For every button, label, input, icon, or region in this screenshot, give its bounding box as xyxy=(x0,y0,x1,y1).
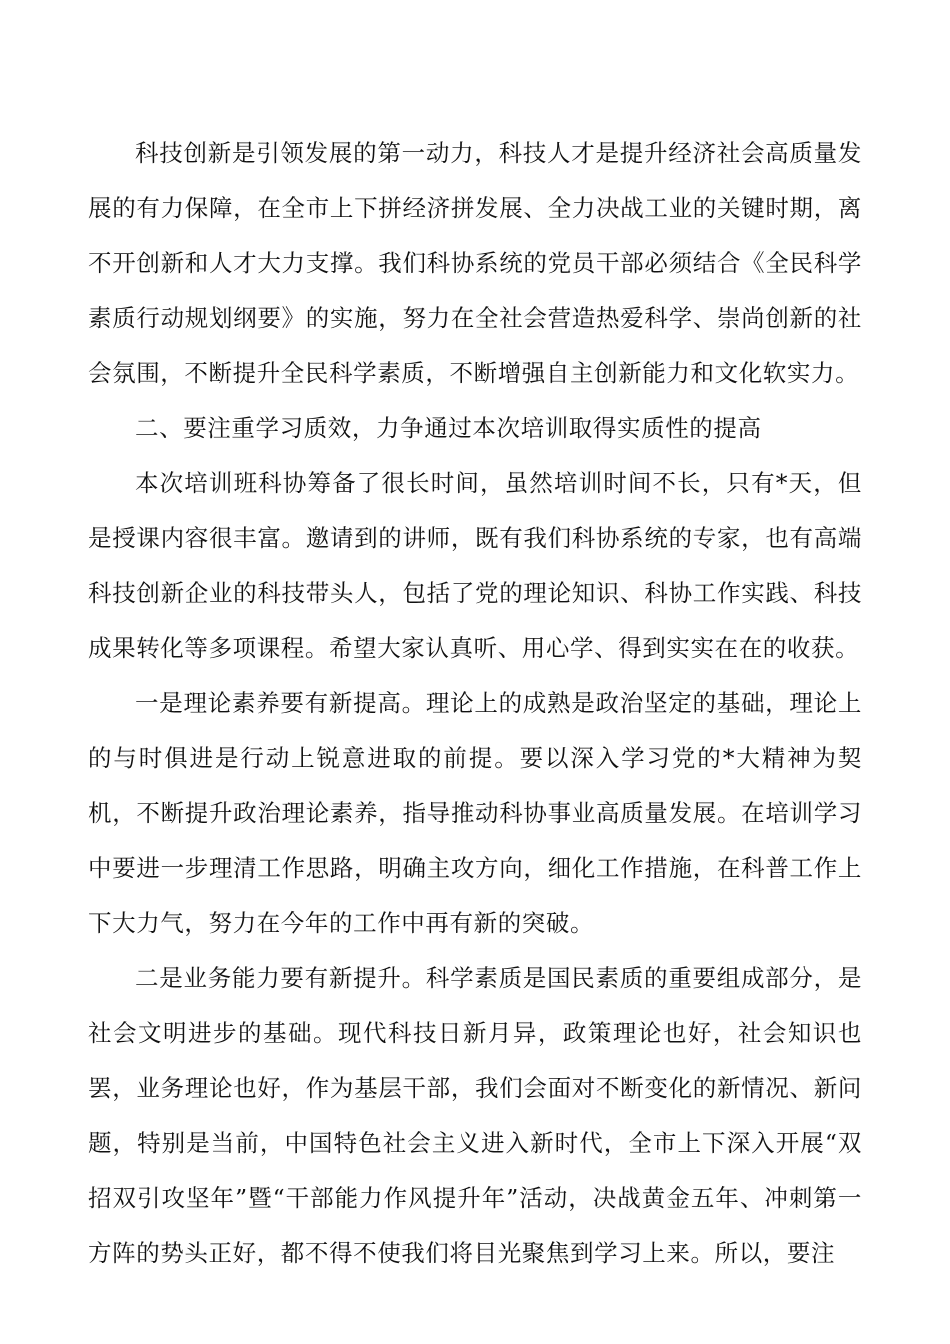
body-paragraph: 本次培训班科协筹备了很长时间，虽然培训时间不长，只有*天，但是授课内容很丰富。邀请到的讲师，既有我们科协系统的专家，也有高端科技创新企业的科技带头人，包括了党的理论知识、科协工作实践、科技成果转化等多项课程。希望大家认真听、用心学、得到实实在在的收获。 xyxy=(88,469,862,662)
body-paragraph: 一是理论素养要有新提高。理论上的成熟是政治坚定的基础，理论上的与时俱进是行动上锐意进取的前提。要以深入学习党的*大精神为契机，不断提升政治理论素养，指导推动科协事业高质量发展。在培训学习中要进一步理清工作思路，明确主攻方向，细化工作措施，在科普工作上下大力气，努力在今年的工作中再有新的突破。 xyxy=(88,689,862,937)
section-heading: 二、要注重学习质效，力争通过本次培训取得实质性的提高 xyxy=(135,414,762,442)
document-body xyxy=(88,126,862,1281)
body-paragraph: 二是业务能力要有新提升。科学素质是国民素质的重要组成部分，是社会文明进步的基础。现代科技日新月异，政策理论也好，社会知识也罢，业务理论也好，作为基层干部，我们会面对不断变化的新情况、新问题，特别是当前，中国特色社会主义进入新时代，全市上下深入开展“双招双引攻坚年”暨“干部能力作风提升年”活动，决战黄金五年、冲刺第一方阵的势头正好，都不得不使我们将目光聚焦到学习上来。所以，要注 xyxy=(88,964,862,1267)
body-paragraph: 科技创新是引领发展的第一动力，科技人才是提升经济社会高质量发展的有力保障，在全市上下拼经济拼发展、全力决战工业的关键时期，离不开创新和人才大力支撑。我们科协系统的党员干部必须结合《全民科学素质行动规划纲要》的实施，努力在全社会营造热爱科学、崇尚创新的社会氛围，不断提升全民科学素质，不断增强自主创新能力和文化软实力。 xyxy=(88,139,862,387)
